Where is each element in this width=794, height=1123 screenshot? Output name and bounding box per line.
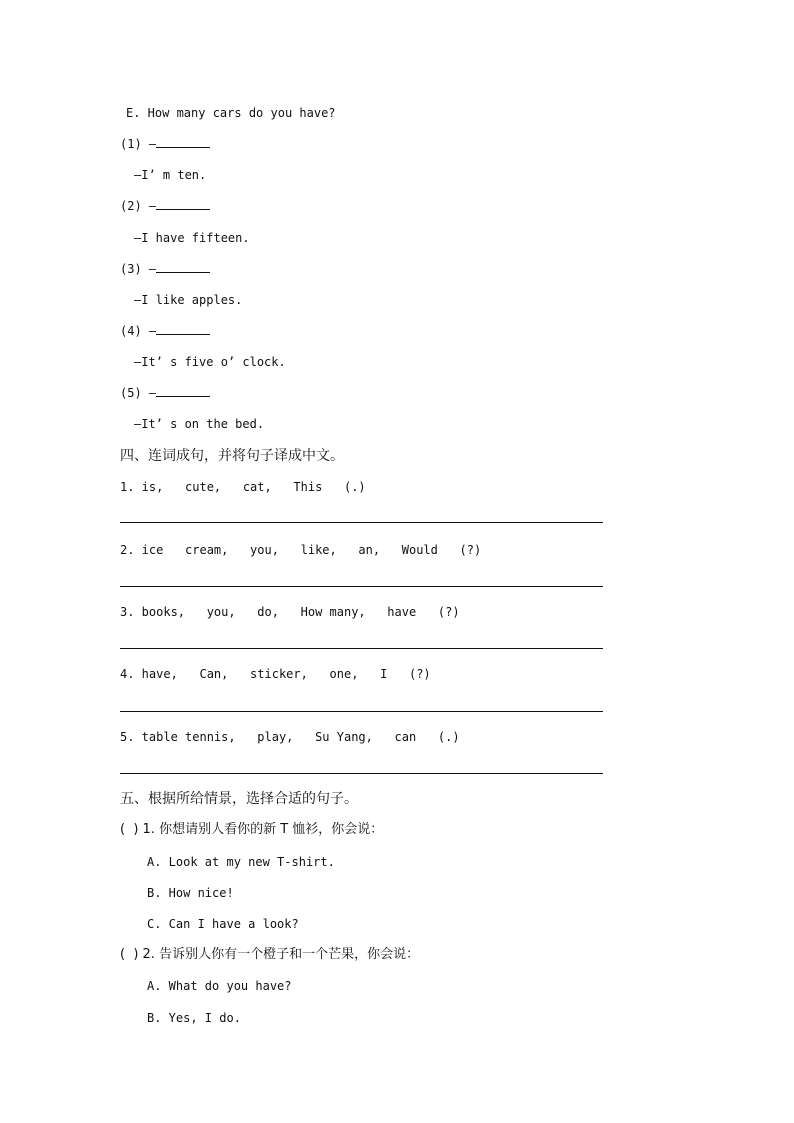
section-5-heading: 五、根据所给情景，选择合适的句子。 [120,791,358,807]
question-5 [120,385,210,401]
situation-question-1: ( ) 1. 你想请别人看你的新 T 恤衫，你会说： [120,822,384,837]
question-number: (3) [120,262,142,276]
question-number: (4) [120,324,142,338]
question-dash: — [148,324,157,338]
answer-line[interactable] [120,711,603,712]
question-number: (5) [120,386,142,400]
reply-3: —I like apples. [134,293,243,307]
answer-blank[interactable] [156,198,210,210]
answer-blank[interactable] [156,261,210,273]
answer-line[interactable] [120,586,603,587]
situation-question-2: ( ) 2. 告诉别人你有一个橙子和一个芒果，你会说： [120,947,420,962]
option-b[interactable]: B. How nice! [147,886,234,900]
answer-blank[interactable] [156,136,210,148]
word-order-item-1: 1. is, cute, cat, This (.) [120,480,366,494]
question-dash: — [148,137,157,151]
word-order-item-3: 3. books, you, do, How many, have (?) [120,605,460,619]
question-dash: — [148,386,157,400]
question-dash: — [148,262,157,276]
question-number: (2) [120,199,142,213]
answer-line[interactable] [120,773,603,774]
question-2 [120,198,210,214]
answer-line[interactable] [120,522,603,523]
option-a[interactable]: A. What do you have? [147,979,292,993]
question-3 [120,261,210,277]
answer-blank[interactable] [156,385,210,397]
question-4 [120,323,210,339]
answer-line[interactable] [120,648,603,649]
word-order-item-2: 2. ice cream, you, like, an, Would (?) [120,543,482,557]
reply-4: —It’ s five o’ clock. [134,355,286,369]
word-order-item-4: 4. have, Can, sticker, one, I (?) [120,667,431,681]
question-number: (1) [120,137,142,151]
reply-5: —It’ s on the bed. [134,417,265,431]
word-order-item-5: 5. table tennis, play, Su Yang, can (.) [120,730,460,744]
section-4-heading: 四、连词成句，并将句子译成中文。 [120,448,344,464]
reply-1: —I’ m ten. [134,168,207,182]
option-b[interactable]: B. Yes, I do. [147,1011,241,1025]
option-c[interactable]: C. Can I have a look? [147,917,299,931]
section-e-title: E. How many cars do you have? [126,106,336,120]
option-a[interactable]: A. Look at my new T-shirt. [147,855,335,869]
answer-blank[interactable] [156,323,210,335]
question-dash: — [148,199,157,213]
question-1 [120,136,210,152]
reply-2: —I have fifteen. [134,231,250,245]
